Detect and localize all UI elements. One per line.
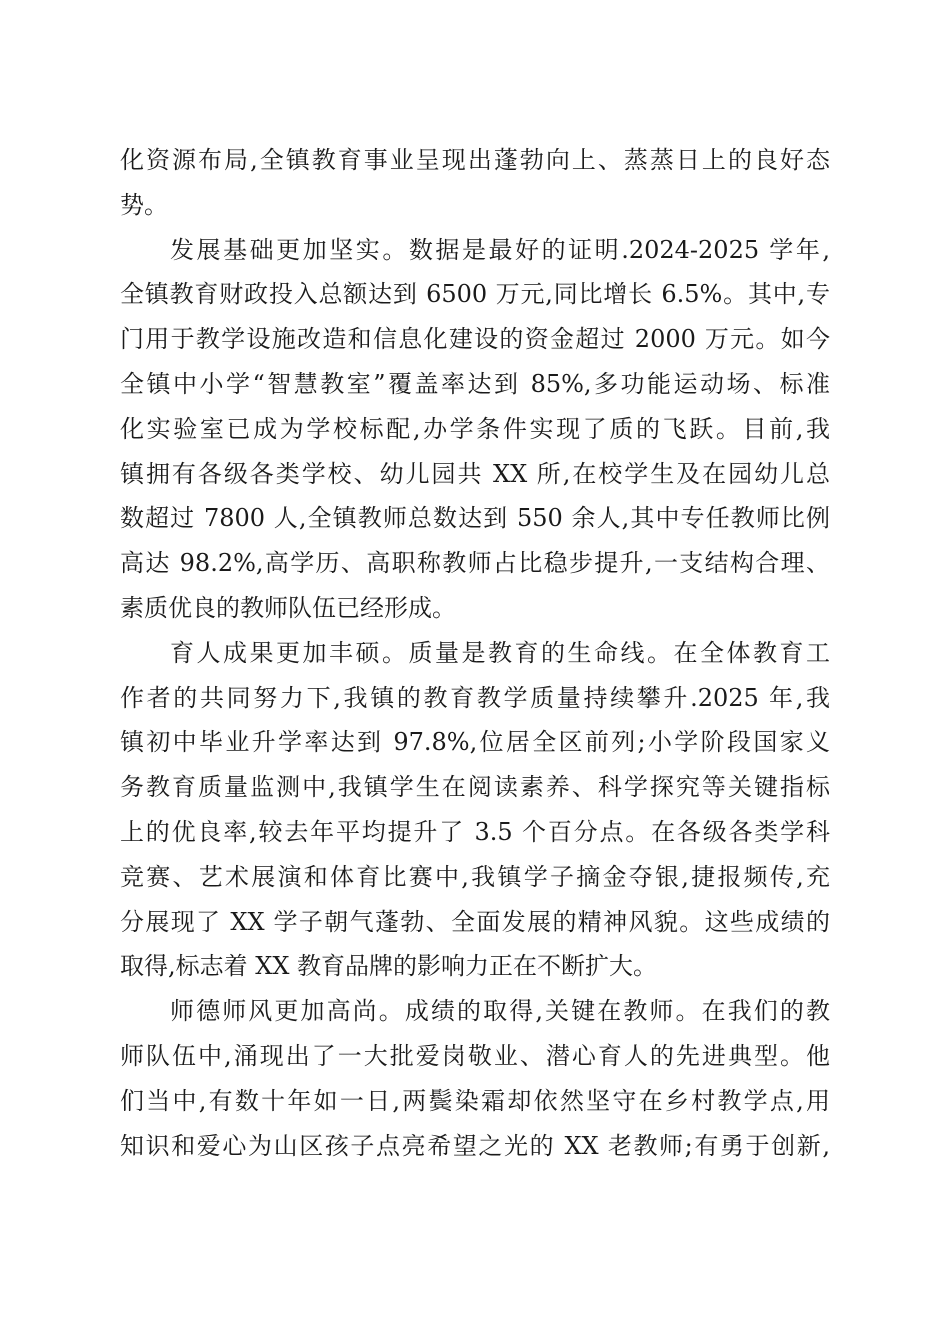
text-line: 镇拥有各级各类学校、幼儿园共 XX 所,在校学生及在园幼儿总 — [120, 459, 830, 488]
text-line: 高达 98.2%,高学历、高职称教师占比稳步提升,一支结构合理、 — [120, 549, 830, 578]
text-line: 师队伍中,涌现出了一大批爱岗敬业、潜心育人的先进典型。他 — [120, 1041, 830, 1070]
paragraph-teacher-ethics — [120, 989, 830, 1168]
text-line: 竞赛、艺术展演和体育比赛中,我镇学子摘金夺银,捷报频传,充 — [120, 862, 830, 891]
text-line: 势。 — [120, 190, 168, 219]
text-line: 数超过 7800 人,全镇教师总数达到 550 余人,其中专任教师比例 — [120, 504, 830, 533]
text-line: 取得,标志着 XX 教育品牌的影响力正在不断扩大。 — [120, 952, 658, 981]
text-line: 门用于教学设施改造和信息化建设的资金超过 2000 万元。如今 — [120, 325, 830, 354]
document-body — [120, 138, 830, 1168]
text-line: 化实验室已成为学校标配,办学条件实现了质的飞跃。目前,我 — [120, 414, 830, 443]
text-line: 素质优良的教师队伍已经形成。 — [120, 593, 456, 622]
text-line: 知识和爱心为山区孩子点亮希望之光的 XX 老教师;有勇于创新, — [120, 1131, 830, 1160]
text-line: 务教育质量监测中,我镇学生在阅读素养、科学探究等关键指标 — [120, 773, 830, 802]
text-line: 上的优良率,较去年平均提升了 3.5 个百分点。在各级各类学科 — [120, 817, 830, 846]
text-line: 育人成果更加丰硕。质量是教育的生命线。在全体教育工 — [170, 638, 830, 667]
text-line: 发展基础更加坚实。数据是最好的证明.2024-2025 学年, — [170, 235, 830, 264]
text-line: 们当中,有数十年如一日,两鬓染霜却依然坚守在乡村教学点,用 — [120, 1086, 830, 1115]
paragraph-intro-continuation — [120, 138, 830, 228]
text-line: 师德师风更加高尚。成绩的取得,关键在教师。在我们的教 — [170, 997, 830, 1026]
paragraph-education-results — [120, 631, 830, 989]
paragraph-development-foundation — [120, 228, 830, 631]
text-line: 镇初中毕业升学率达到 97.8%,位居全区前列;小学阶段国家义 — [120, 728, 830, 757]
text-line: 分展现了 XX 学子朝气蓬勃、全面发展的精神风貌。这些成绩的 — [120, 907, 830, 936]
text-line: 作者的共同努力下,我镇的教育教学质量持续攀升.2025 年,我 — [120, 683, 830, 712]
text-line: 全镇中小学“智慧教室”覆盖率达到 85%,多功能运动场、标准 — [120, 369, 830, 398]
text-line: 全镇教育财政投入总额达到 6500 万元,同比增长 6.5%。其中,专 — [120, 280, 830, 309]
text-line: 化资源布局,全镇教育事业呈现出蓬勃向上、蒸蒸日上的良好态 — [120, 146, 830, 174]
